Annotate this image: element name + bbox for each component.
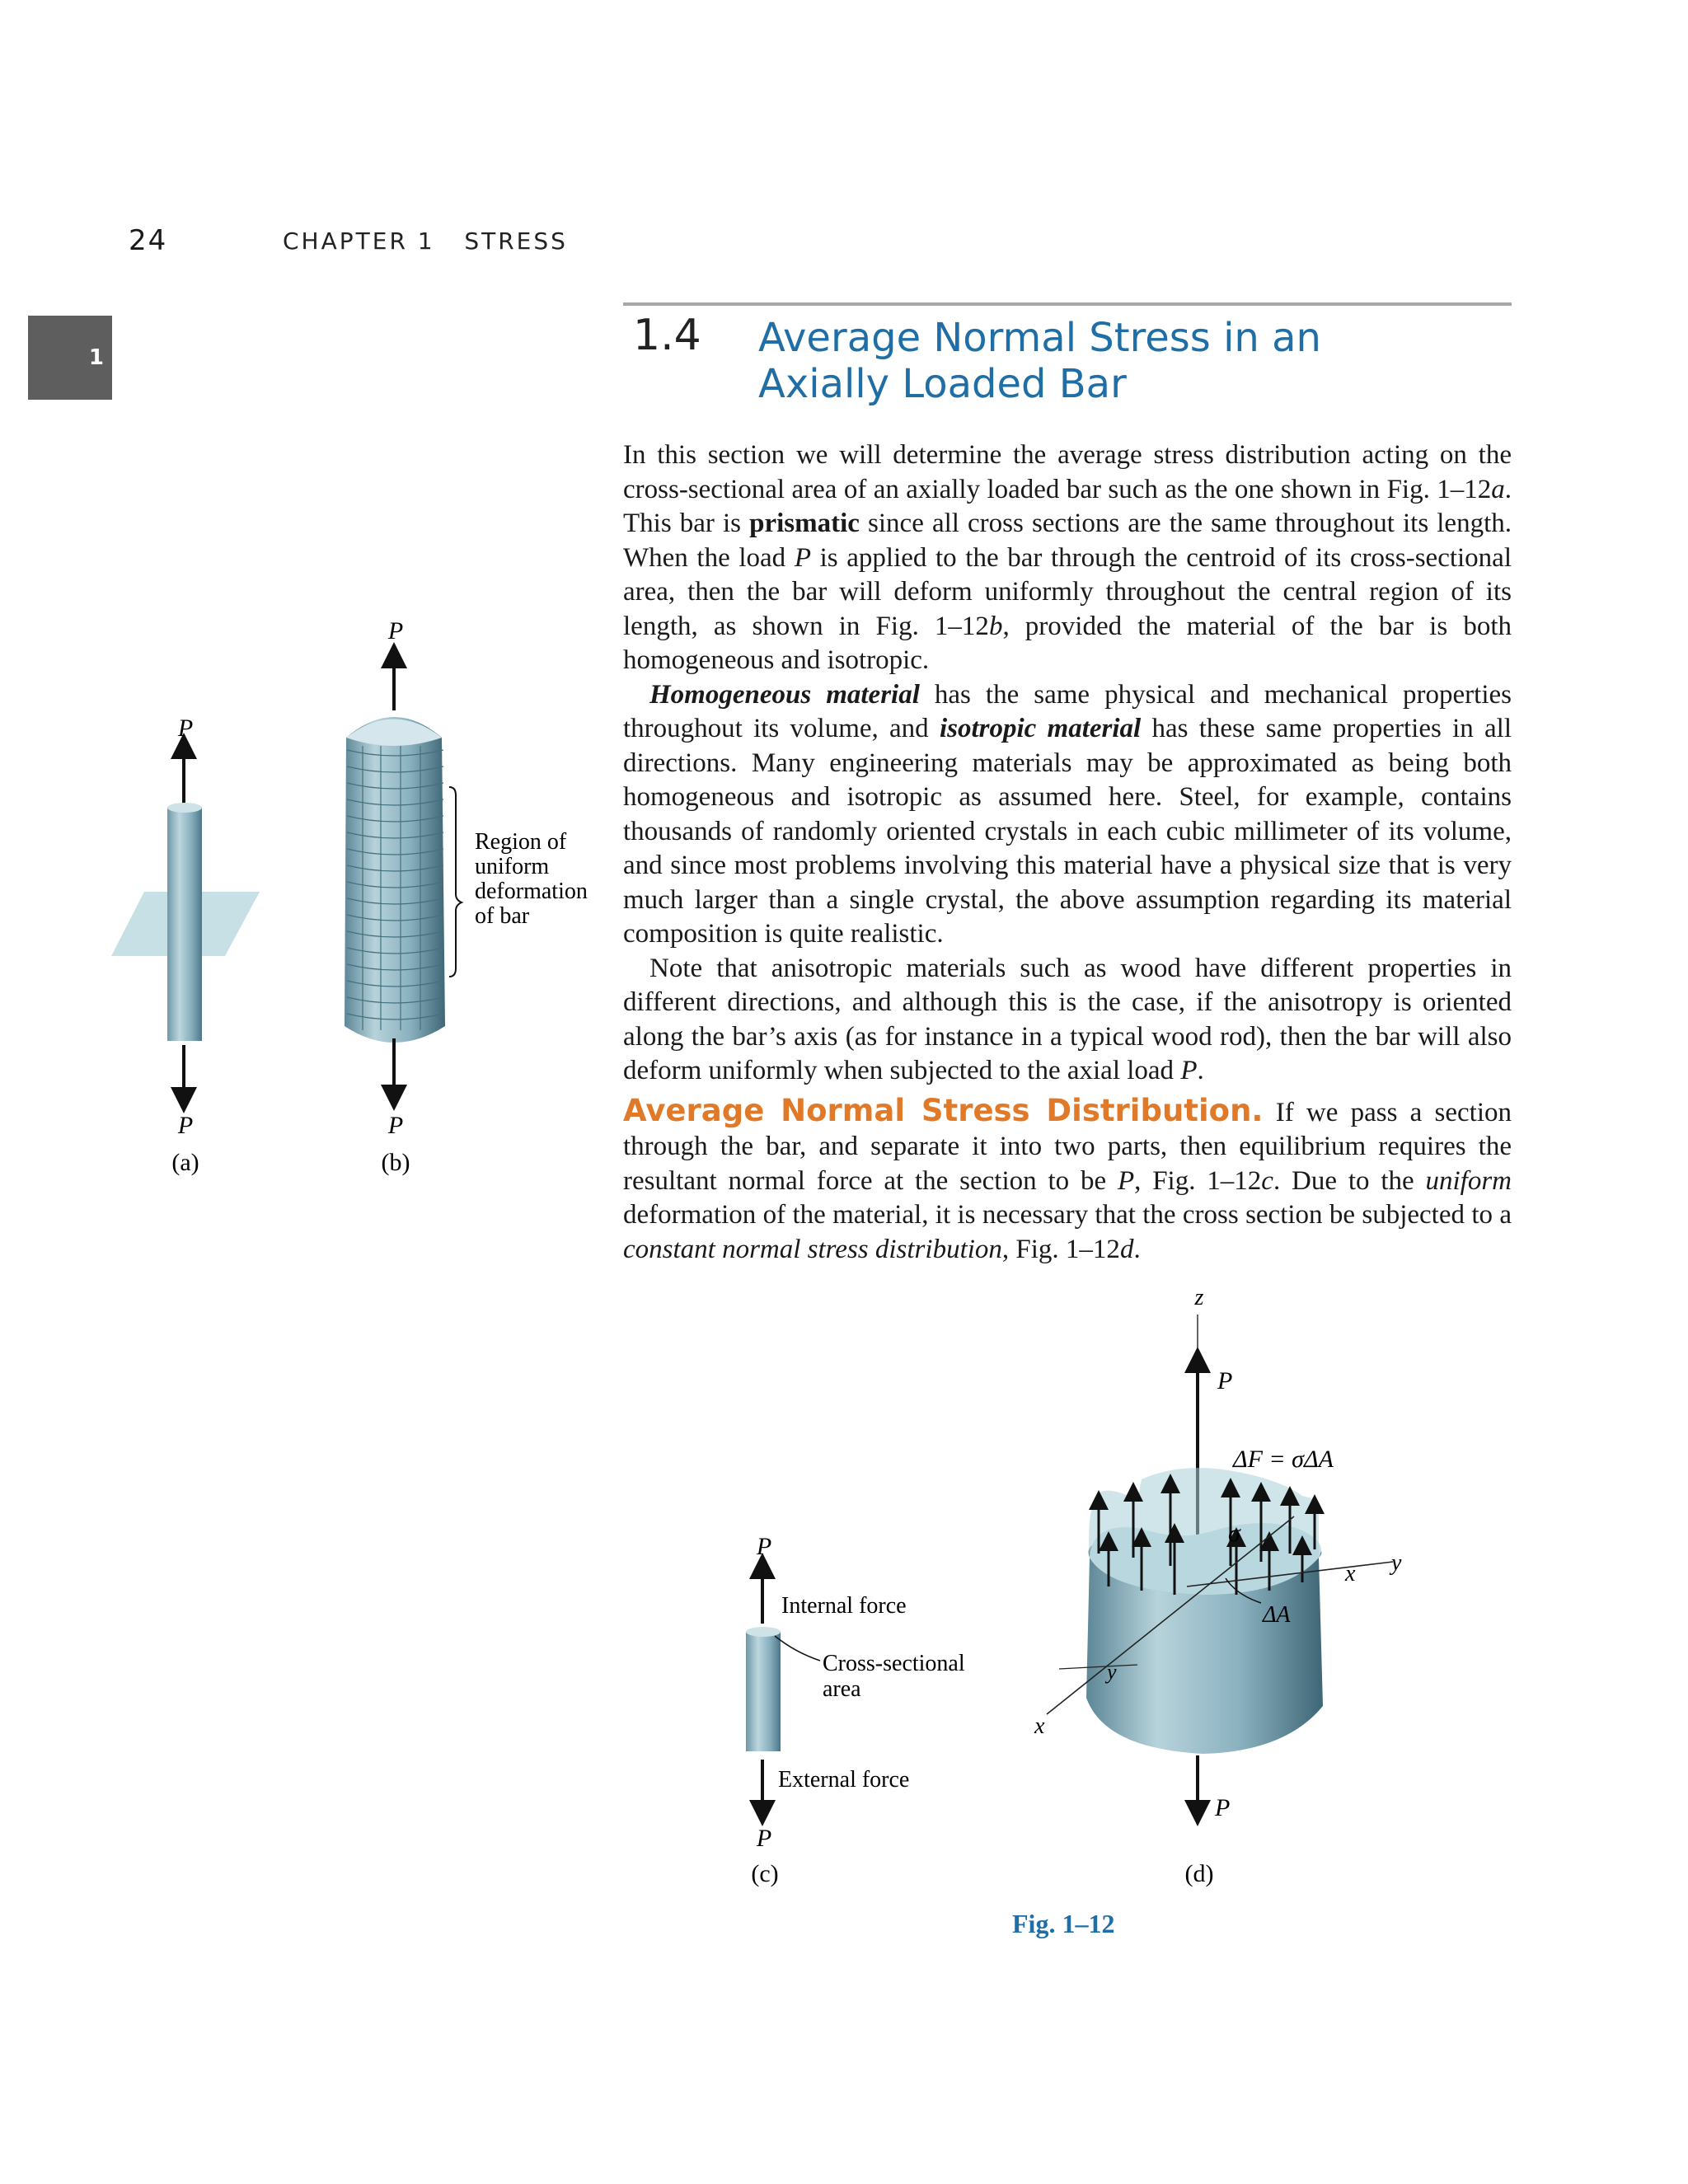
sigma-label: σ <box>1228 1520 1240 1547</box>
resultant-label-bottom: P <box>1215 1794 1231 1821</box>
chapter-label: CHAPTER 1 <box>283 227 435 255</box>
area-label: ΔA <box>1263 1602 1291 1628</box>
paragraph-4: Average Normal Stress Distribution. If we pass a section through the bar, and separate it into two parts, then equilibrium requires the resultant normal force at the section to be P, Fig. 1–12c. Due to the uniform deformation of the material, it is necessary that the cross section be subjected to a constant normal stress distribution, Fig. 1–12d. <box>623 1092 1512 1264</box>
stress-distribution <box>1089 1468 1320 1595</box>
x-coordinate-label: x <box>1345 1561 1356 1586</box>
load-label-top: P <box>177 715 194 742</box>
page-number: 24 <box>129 224 168 257</box>
figure-a <box>111 715 260 1176</box>
y-axis-label: y <box>1391 1550 1402 1576</box>
force-equation: ΔF = σΔA <box>1233 1446 1334 1473</box>
figure-d-label: (d) <box>1184 1860 1214 1887</box>
load-label-top: P <box>756 1533 772 1560</box>
chapter-tab: 1 <box>28 316 112 400</box>
brace <box>449 787 462 977</box>
chapter-title: STRESS <box>464 227 568 255</box>
figure-c-label: (c) <box>751 1860 779 1887</box>
cross-section-label-2: area <box>823 1676 861 1702</box>
section-title-line2: Axially Loaded Bar <box>758 361 1127 407</box>
region-note-3: deformation <box>475 879 588 904</box>
figure-b-label: (b) <box>381 1149 410 1176</box>
region-note-2: uniform <box>475 854 550 879</box>
paragraph-3: Note that anisotropic materials such as wood have different properties in different directions, and although this is the case, if the anisotropy is oriented along the bar’s axis (as for instance in a typical wood rod), then the bar will also deform uniformly when subjected to the axial load P. <box>623 953 1512 1085</box>
bar-top <box>167 803 202 813</box>
load-label-top: P <box>387 617 404 644</box>
load-label-bottom: P <box>387 1112 404 1139</box>
load-label-bottom: P <box>177 1112 194 1139</box>
region-note-4: of bar <box>475 903 530 929</box>
external-force-label: External force <box>778 1767 910 1793</box>
y-dimension-label: y <box>1107 1660 1117 1684</box>
resultant-label-top: P <box>1217 1367 1233 1394</box>
figure-c <box>746 1533 965 1887</box>
load-label-bottom: P <box>756 1825 772 1852</box>
section-title-line1: Average Normal Stress in an <box>758 315 1321 361</box>
paragraph-2: Homogeneous material has the same physical and mechanical properties throughout its volume, and isotropic material has these same properties in all directions. Many engineering materials may be approximated as being both homogeneous and isotropic as assumed here. Steel, for example, contains thousands of randomly oriented crystals in each cubic millimeter of its volume, and since most problems involving this material have a physical size that is very much larger than a single crystal, the above assumption regarding its material composition is quite realistic. <box>623 679 1512 949</box>
figure-caption: Fig. 1–12 <box>1012 1909 1115 1938</box>
subsection-heading: Average Normal Stress Distribution. <box>623 1092 1264 1128</box>
bar-segment <box>746 1632 781 1751</box>
deformed-bar <box>345 717 445 1043</box>
figure-b <box>345 617 588 1176</box>
figure-a-label: (a) <box>171 1149 199 1176</box>
cross-section-label-1: Cross-sectional <box>823 1651 965 1676</box>
region-note-1: Region of <box>475 829 567 855</box>
paragraph-1: In this section we will determine the average stress distribution acting on the cross-sectional area of an axially loaded bar such as the one shown in Fig. 1–12a. This bar is prismatic since all cross sections are the same throughout its length. When the load P is applied to the bar through the centroid of its cross-sectional area, then the bar will deform uniformly throughout the central region of its length, as shown in Fig. 1–12b, provided the material of the bar is both homogeneous and isotropic. <box>623 440 1512 675</box>
internal-force-label: Internal force <box>781 1593 907 1619</box>
figure-d <box>1034 1285 1402 1887</box>
section-number: 1.4 <box>633 311 701 360</box>
bar <box>167 808 202 1041</box>
x-axis-label: x <box>1034 1713 1045 1739</box>
z-axis-label: z <box>1194 1285 1204 1310</box>
cross-section-face <box>746 1627 781 1637</box>
leader-line <box>775 1636 820 1661</box>
